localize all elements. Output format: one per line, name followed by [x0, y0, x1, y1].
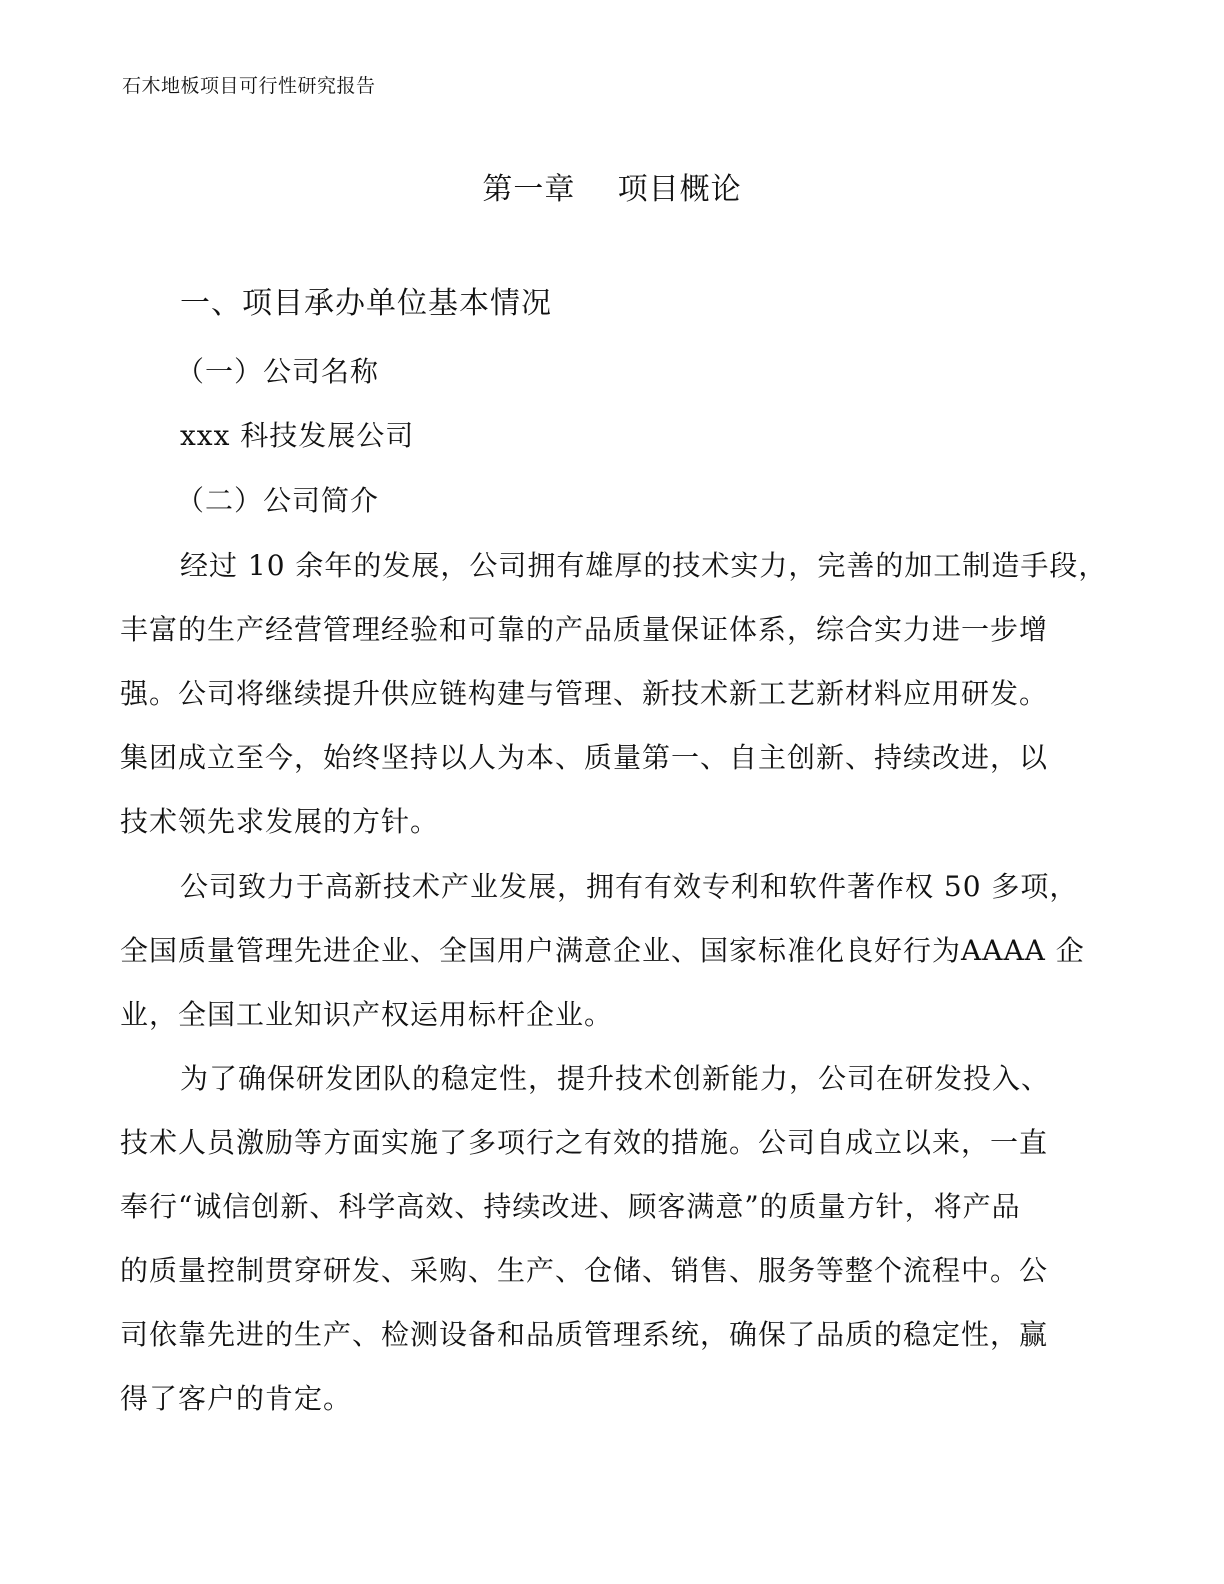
paragraph-line: 经过 10 余年的发展，公司拥有雄厚的技术实力，完善的加工制造手段，	[180, 549, 1108, 582]
paragraph-3	[120, 1047, 1110, 1431]
paragraph-line: 奉行“诚信创新、科学高效、持续改进、顾客满意”的质量方针，将产品	[120, 1190, 1021, 1223]
paragraph-line: 业，全国工业知识产权运用标杆企业。	[120, 998, 614, 1031]
paragraph-line: 司依靠先进的生产、检测设备和品质管理系统，确保了品质的稳定性，赢	[120, 1318, 1049, 1351]
paragraph-line: 技术领先求发展的方针。	[120, 805, 440, 838]
paragraph-line: 集团成立至今，始终坚持以人为本、质量第一、自主创新、持续改进，以	[120, 741, 1049, 774]
paragraph-2	[120, 855, 1110, 1047]
paragraph-line: 丰富的生产经营管理经验和可靠的产品质量保证体系，综合实力进一步增	[120, 613, 1049, 646]
paragraph-line: 的质量控制贯穿研发、采购、生产、仓储、销售、服务等整个流程中。公	[120, 1254, 1049, 1287]
paragraph-line: 全国质量管理先进企业、全国用户满意企业、国家标准化良好行为AAAA 企	[120, 934, 1085, 967]
subheading-company-name: （一）公司名称	[176, 355, 380, 388]
chapter-title: 第一章 项目概论	[482, 172, 742, 207]
company-name: xxx 科技发展公司	[180, 419, 415, 452]
paragraph-line: 得了客户的肯定。	[120, 1382, 353, 1415]
paragraph-line: 强。公司将继续提升供应链构建与管理、新技术新工艺新材料应用研发。	[120, 677, 1049, 710]
paragraph-line: 技术人员激励等方面实施了多项行之有效的措施。公司自成立以来，一直	[120, 1126, 1049, 1159]
paragraph-line: 公司致力于高新技术产业发展，拥有有效专利和软件著作权 50 多项，	[180, 870, 1079, 903]
paragraph-1	[120, 534, 1110, 854]
running-header: 石木地板项目可行性研究报告	[122, 75, 376, 97]
subheading-company-profile: （二）公司简介	[176, 484, 380, 517]
paragraph-line: 为了确保研发团队的稳定性，提升技术创新能力，公司在研发投入、	[180, 1062, 1051, 1095]
section-heading: 一、项目承办单位基本情况	[180, 286, 552, 321]
